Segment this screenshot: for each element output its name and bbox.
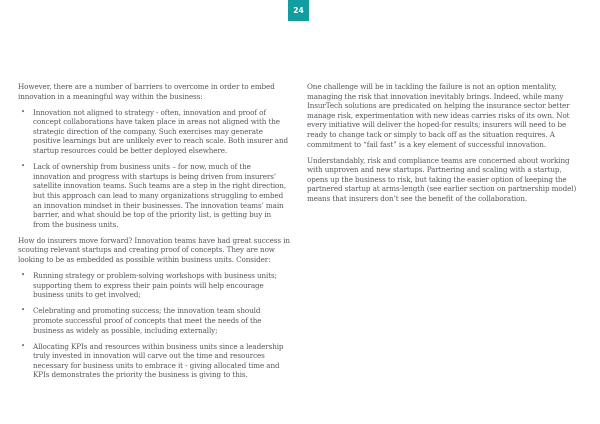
left-column [18, 82, 290, 387]
bullet-text: Allocating KPIs and resources within business units since a leadership truly invested in innovation will carve out the time and resources necessary for business units to embrace it - giving allocated time and KPIs demonstrates the priority the business is giving to this. [33, 341, 284, 380]
bullet-text: Lack of ownership from business units – for now, much of the innovation and progress with startups is being driven from insurers’ satellite innovation teams. Such teams are a step in the right direction, but this approach can lead to many organizations struggling to embed an innovation mindset in their businesses. The innovation teams’ main barrier, and what should be top of the priority list, is getting buy in from the business units. [33, 162, 286, 229]
bullet-text: Celebrating and promoting success; the innovation team should promote successful proof of concepts that meet the needs of the business as widely as possible, including externally; [33, 306, 262, 335]
page-number-badge [288, 0, 309, 21]
bullet-item [18, 108, 290, 156]
right-column [307, 82, 583, 210]
bullet-marker: • [21, 107, 26, 116]
paragraph: How do insurers move forward? Innovation teams have had great success in scouting relevant startups and creating proof of concepts. They are now looking to be as embedded as possible within business units. Consider: [18, 235, 290, 264]
page-number: 24 [293, 6, 304, 15]
paragraph: However, there are a number of barriers to overcome in order to embed innovation in a meaningful way within the business: [18, 82, 275, 101]
bullet-item [18, 271, 290, 300]
paragraph: Understandably, risk and compliance teams are concerned about working with unproven and new startups. Partnering and scaling with a startup, opens up the business to risk, but taking the easier option of keeping the partnered startup at arms-length (see earlier section on partnership model) means that insurers don’t see the benefit of the collaboration. [307, 155, 577, 204]
bullet-text: Running strategy or problem-solving workshops with business units; supporting them to express their pain points will help encourage business units to get involved; [33, 271, 277, 300]
bullet-item [18, 342, 290, 380]
bullet-marker: • [21, 341, 26, 350]
bullet-item [18, 306, 290, 335]
paragraph: One challenge will be in tackling the failure is not an option mentality, managing the risk that innovation inevitably brings. Indeed, while many InsurTech solutions are predicated on helping the insurance sector better manage risk, experimentation with new ideas carries risks of its own. Not every initiative will deliver the hoped-for results; insurers will need to be ready to change tack or simply to back off as the situation requires. A commitment to “fail fast” is a key element of successful innovation. [307, 82, 570, 149]
bullet-text: Innovation not aligned to strategy - often, innovation and proof of concept collaborations have taken place in areas not aligned with the strategic direction of the company. Such exercises may generate positive learnings but are unlikely ever to reach scale. Both insurer and startup resources could be better deployed elsewhere. [33, 107, 288, 156]
bullet-marker: • [21, 306, 26, 315]
bullet-marker: • [21, 271, 26, 280]
bullet-item [18, 162, 290, 229]
bullet-marker: • [21, 162, 26, 171]
